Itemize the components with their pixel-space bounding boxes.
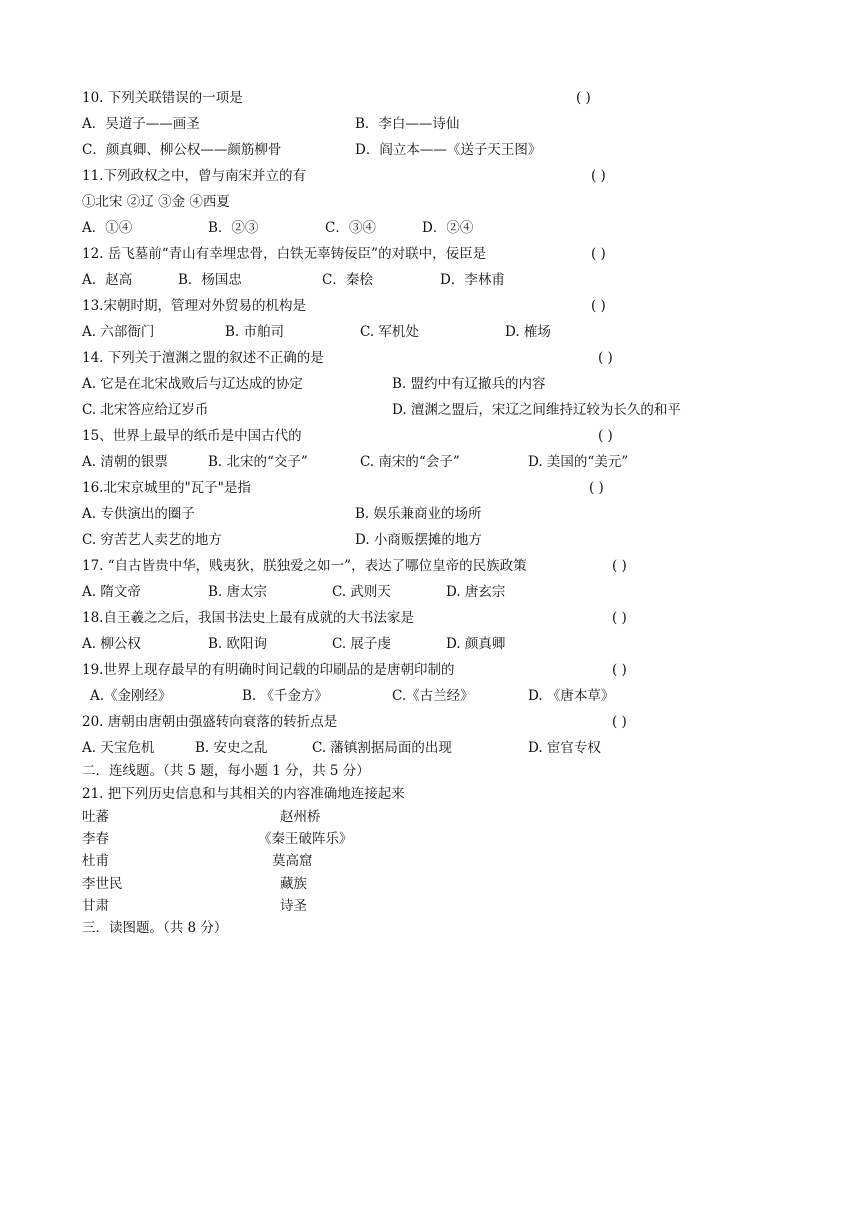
matching-left-item-1: 吐蕃 — [82, 809, 109, 825]
question-14-option-a: A. 它是在北宋战败后与辽达成的协定 — [82, 376, 303, 392]
question-11-stem: 11.下列政权之中，曾与南宋并立的有 — [82, 168, 306, 184]
question-20-option-c: C. 藩镇割据局面的出现 — [312, 740, 452, 756]
question-12-option-a: A．赵高 — [82, 272, 133, 288]
question-16-answer-blank: ( ) — [589, 480, 604, 496]
question-20-stem: 20. 唐朝由唐朝由强盛转向衰落的转折点是 — [82, 714, 338, 730]
question-18-stem: 18.自王羲之之后，我国书法史上最有成就的大书法家是 — [82, 610, 414, 626]
question-19-option-d: D. 《唐本草》 — [528, 688, 615, 704]
question-13-option-c: C. 军机处 — [360, 324, 419, 340]
question-21-stem: 21. 把下列历史信息和与其相关的内容准确地连接起来 — [82, 786, 405, 802]
question-15-stem: 15、世界上最早的纸币是中国古代的 — [82, 428, 302, 444]
section-3-title: 三．读图题。（共 8 分） — [82, 920, 228, 936]
matching-right-item-1: 赵州桥 — [280, 809, 321, 825]
question-14-option-d: D. 澶渊之盟后，宋辽之间维持辽较为长久的和平 — [392, 402, 681, 418]
question-19-option-b: B. 《千金方》 — [242, 688, 329, 704]
question-20-option-d: D. 宦官专权 — [528, 740, 601, 756]
question-18-option-d: D. 颜真卿 — [446, 636, 506, 652]
matching-right-item-4: 藏族 — [280, 876, 307, 892]
question-14-answer-blank: ( ) — [598, 350, 613, 366]
question-11-statements: ①北宋 ②辽 ③金 ④西夏 — [82, 194, 230, 210]
question-16-stem: 16.北宋京城里的"瓦子"是指 — [82, 480, 251, 496]
question-15-option-c: C. 南宋的“会子” — [360, 454, 460, 470]
matching-left-item-2: 李春 — [82, 831, 109, 847]
matching-left-item-3: 杜甫 — [82, 853, 109, 869]
question-10-answer-blank: ( ) — [576, 90, 591, 106]
question-20-option-b: B. 安史之乱 — [195, 740, 268, 756]
question-17-option-d: D. 唐玄宗 — [446, 584, 506, 600]
question-12-stem: 12. 岳飞墓前“青山有幸埋忠骨，白铁无辜铸佞臣”的对联中，佞臣是 — [82, 246, 487, 262]
question-16-option-c: C. 穷苦艺人卖艺的地方 — [82, 532, 222, 548]
matching-left-item-4: 李世民 — [82, 876, 123, 892]
matching-right-item-3: 莫高窟 — [272, 853, 313, 869]
question-15-answer-blank: ( ) — [598, 428, 613, 444]
question-17-answer-blank: ( ) — [612, 558, 627, 574]
question-14-stem: 14. 下列关于澶渊之盟的叙述不正确的是 — [82, 350, 324, 366]
section-2-title: 二．连线题。（共 5 题，每小题 1 分，共 5 分） — [82, 763, 370, 779]
question-10-option-a: A．吴道子——画圣 — [82, 116, 200, 132]
question-12-option-d: D．李林甫 — [440, 272, 505, 288]
question-10-option-b: B．李白——诗仙 — [355, 116, 460, 132]
question-11-option-d: D．②④ — [422, 220, 474, 236]
matching-left-item-5: 甘肃 — [82, 898, 109, 914]
question-14-option-c: C. 北宋答应给辽岁币 — [82, 402, 209, 418]
question-11-option-b: B．②③ — [208, 220, 259, 236]
question-15-option-b: B. 北宋的“交子” — [208, 454, 308, 470]
question-11-option-a: A．①④ — [82, 220, 133, 236]
question-13-answer-blank: ( ) — [591, 298, 606, 314]
question-11-answer-blank: ( ) — [591, 168, 606, 184]
question-18-option-a: A. 柳公权 — [82, 636, 141, 652]
question-19-option-a: A.《金刚经》 — [90, 688, 172, 704]
question-17-option-a: A. 隋文帝 — [82, 584, 141, 600]
question-13-option-b: B. 市舶司 — [225, 324, 285, 340]
question-12-answer-blank: ( ) — [591, 246, 606, 262]
question-15-option-d: D. 美国的“美元” — [528, 454, 629, 470]
question-13-stem: 13.宋朝时期，管理对外贸易的机构是 — [82, 298, 306, 314]
question-15-option-a: A. 清朝的银票 — [82, 454, 168, 470]
question-13-option-a: A. 六部衙门 — [82, 324, 155, 340]
question-18-answer-blank: ( ) — [612, 610, 627, 626]
question-11-option-c: C．③④ — [325, 220, 376, 236]
question-20-answer-blank: ( ) — [612, 714, 627, 730]
matching-right-item-5: 诗圣 — [280, 898, 307, 914]
question-13-option-d: D. 榷场 — [505, 324, 551, 340]
question-19-stem: 19.世界上现存最早的有明确时间记载的印刷品的是唐朝印制的 — [82, 662, 455, 678]
question-16-option-a: A. 专供演出的圈子 — [82, 506, 195, 522]
question-14-option-b: B. 盟约中有辽撤兵的内容 — [392, 376, 546, 392]
question-16-option-b: B. 娱乐兼商业的场所 — [355, 506, 482, 522]
question-10-option-d: D．阎立本——《送子天王图》 — [355, 142, 542, 158]
question-17-option-b: B. 唐太宗 — [208, 584, 268, 600]
question-12-option-b: B．杨国忠 — [178, 272, 242, 288]
matching-right-item-2: 《秦王破阵乐》 — [258, 831, 353, 847]
question-10-stem: 10. 下列关联错误的一项是 — [82, 90, 243, 106]
question-17-stem: 17. “自古皆贵中华，贱夷狄，朕独爱之如一”，表达了哪位皇帝的民族政策 — [82, 558, 527, 574]
question-17-option-c: C. 武则天 — [332, 584, 391, 600]
question-19-option-c: C.《古兰经》 — [392, 688, 474, 704]
question-19-answer-blank: ( ) — [612, 662, 627, 678]
question-18-option-c: C. 展子虔 — [332, 636, 391, 652]
question-18-option-b: B. 欧阳询 — [208, 636, 268, 652]
question-12-option-c: C．秦桧 — [322, 272, 373, 288]
question-10-option-c: C．颜真卿、柳公权——颜筋柳骨 — [82, 142, 282, 158]
question-16-option-d: D. 小商贩摆摊的地方 — [355, 532, 482, 548]
question-20-option-a: A. 天宝危机 — [82, 740, 155, 756]
